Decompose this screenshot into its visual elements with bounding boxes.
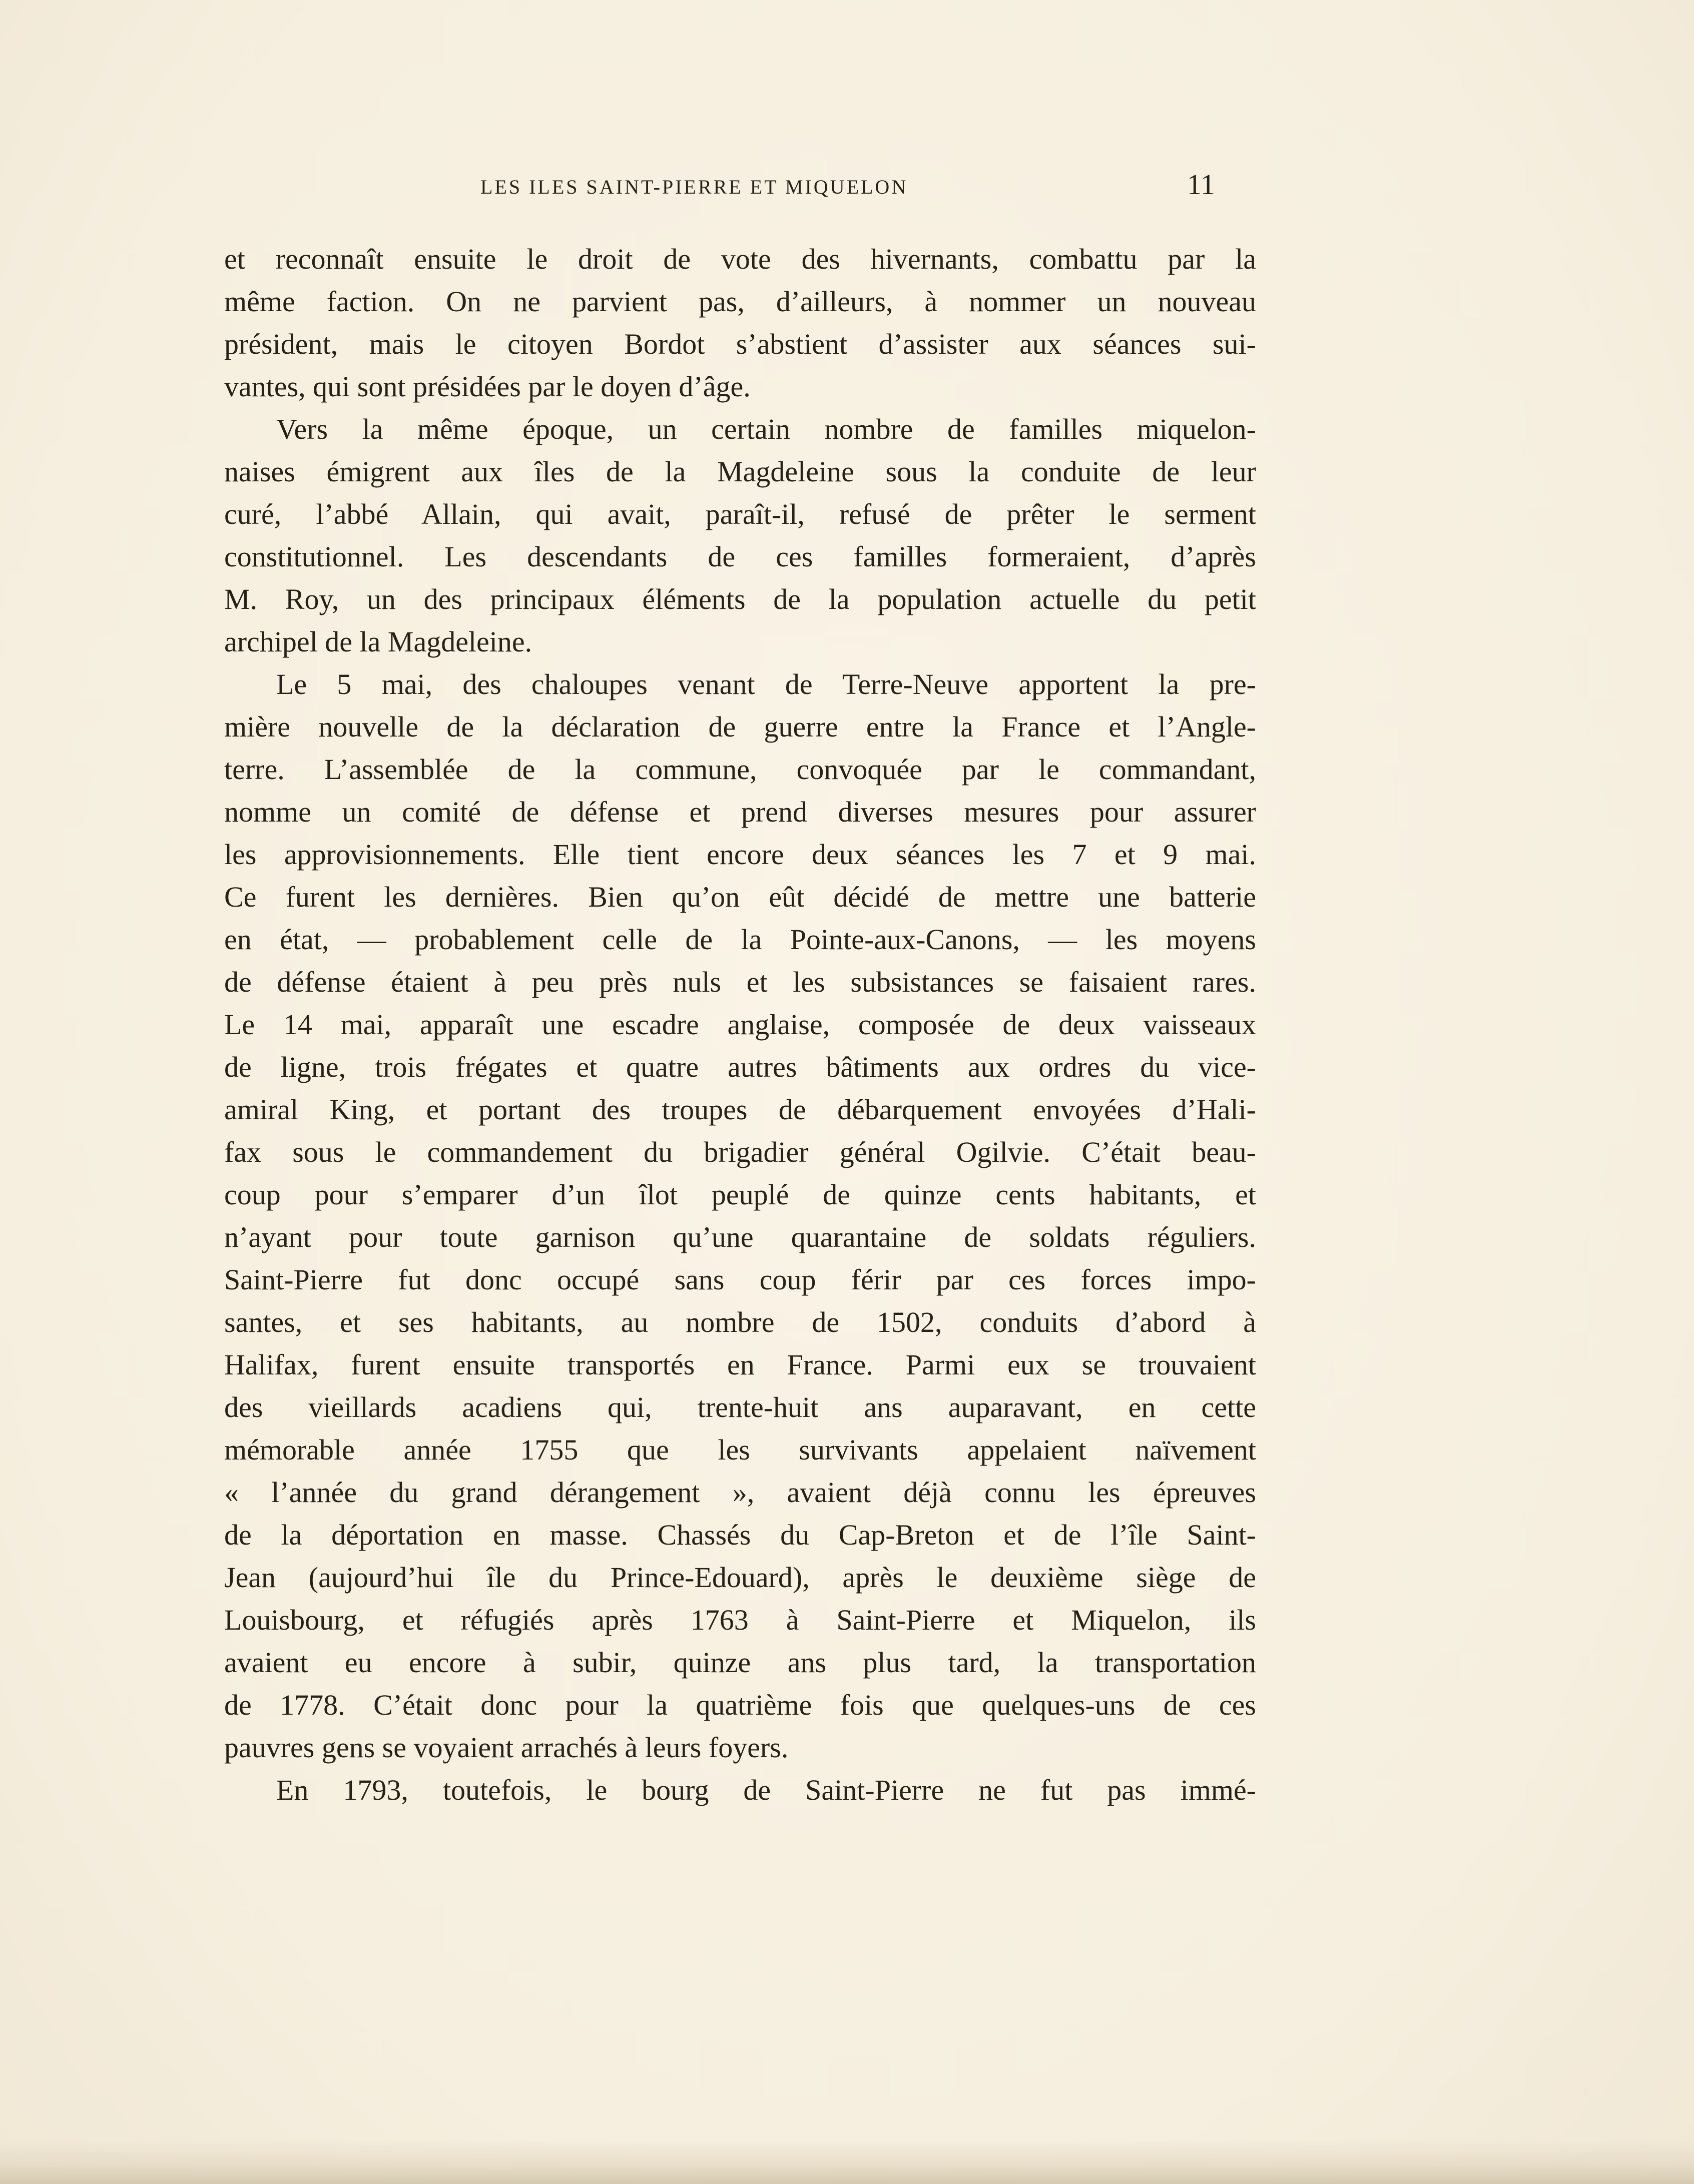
text-line: amiral King, et portant des troupes de débarquement envoyées d’Hali- [224,1093,1256,1126]
text-line: M. Roy, un des principaux éléments de la population actuelle du petit [224,583,1256,615]
text-line: pauvres gens se voyaient arrachés à leurs foyers. [224,1731,789,1764]
text-line: Louisbourg, et réfugiés après 1763 à Saint-Pierre et Miquelon, ils [224,1604,1256,1636]
text-line: des vieillards acadiens qui, trente-huit ans auparavant, en cette [224,1391,1256,1423]
text-line: fax sous le commandement du brigadier général Ogilvie. C’était beau- [224,1136,1256,1168]
text-line: vantes, qui sont présidées par le doyen d’âge. [224,370,751,403]
text-line: les approvisionnements. Elle tient encore deux séances les 7 et 9 mai. [224,838,1256,871]
text-line: Jean (aujourd’hui île du Prince-Edouard), après le deuxième siège de [224,1561,1256,1594]
text-line: Ce furent les dernières. Bien qu’on eût décidé de mettre une batterie [224,881,1256,913]
text-line: n’ayant pour toute garnison qu’une quarantaine de soldats réguliers. [224,1221,1256,1253]
text-line: nomme un comité de défense et prend diverses mesures pour assurer [224,796,1256,828]
text-line: mière nouvelle de la déclaration de guerre entre la France et l’Angle- [224,710,1256,743]
text-line: Halifax, furent ensuite transportés en France. Parmi eux se trouvaient [224,1348,1256,1381]
page-bottom-edge [0,2139,1694,2184]
text-line: En 1793, toutefois, le bourg de Saint-Pierre ne fut pas immé- [276,1774,1256,1806]
text-line: Saint-Pierre fut donc occupé sans coup férir par ces forces impo- [224,1263,1256,1296]
text-line: même faction. On ne parvient pas, d’ailleurs, à nommer un nouveau [224,285,1256,318]
running-header: LES ILES SAINT-PIERRE ET MIQUELON [480,176,908,198]
text-line: de ligne, trois frégates et quatre autres bâtiments aux ordres du vice- [224,1051,1256,1083]
body-text [224,238,1256,1811]
text-line: naises émigrent aux îles de la Magdeleine sous la conduite de leur [224,455,1256,488]
text-line: Le 14 mai, apparaît une escadre anglaise, composée de deux vaisseaux [224,1008,1256,1041]
text-line: de 1778. C’était donc pour la quatrième fois que quelques-uns de ces [224,1689,1256,1721]
text-line: curé, l’abbé Allain, qui avait, paraît-il, refusé de prêter le serment [224,498,1256,530]
text-line: Vers la même époque, un certain nombre de familles miquelon- [276,413,1256,445]
text-line: terre. L’assemblée de la commune, convoquée par le commandant, [224,753,1256,786]
text-line: santes, et ses habitants, au nombre de 1502, conduits d’abord à [224,1306,1256,1338]
text-line: coup pour s’emparer d’un îlot peuplé de quinze cents habitants, et [224,1178,1256,1211]
page-number: 11 [1187,168,1215,201]
text-line: en état, — probablement celle de la Pointe-aux-Canons, — les moyens [224,923,1256,956]
text-line: Le 5 mai, des chaloupes venant de Terre-Neuve apportent la pre- [276,668,1256,700]
text-line: « l’année du grand dérangement », avaient déjà connu les épreuves [224,1476,1256,1509]
text-line: avaient eu encore à subir, quinze ans plus tard, la transportation [224,1646,1256,1679]
text-line: archipel de la Magdeleine. [224,625,532,658]
text-line: constitutionnel. Les descendants de ces familles formeraient, d’après [224,540,1256,573]
text-line: et reconnaît ensuite le droit de vote des hivernants, combattu par la [224,243,1256,275]
text-line: de défense étaient à peu près nuls et les subsistances se faisaient rares. [224,966,1256,998]
text-line: de la déportation en masse. Chassés du Cap-Breton et de l’île Saint- [224,1519,1256,1551]
text-line: mémorable année 1755 que les survivants appelaient naïvement [224,1433,1256,1466]
text-line: président, mais le citoyen Bordot s’abstient d’assister aux séances sui- [224,328,1256,360]
